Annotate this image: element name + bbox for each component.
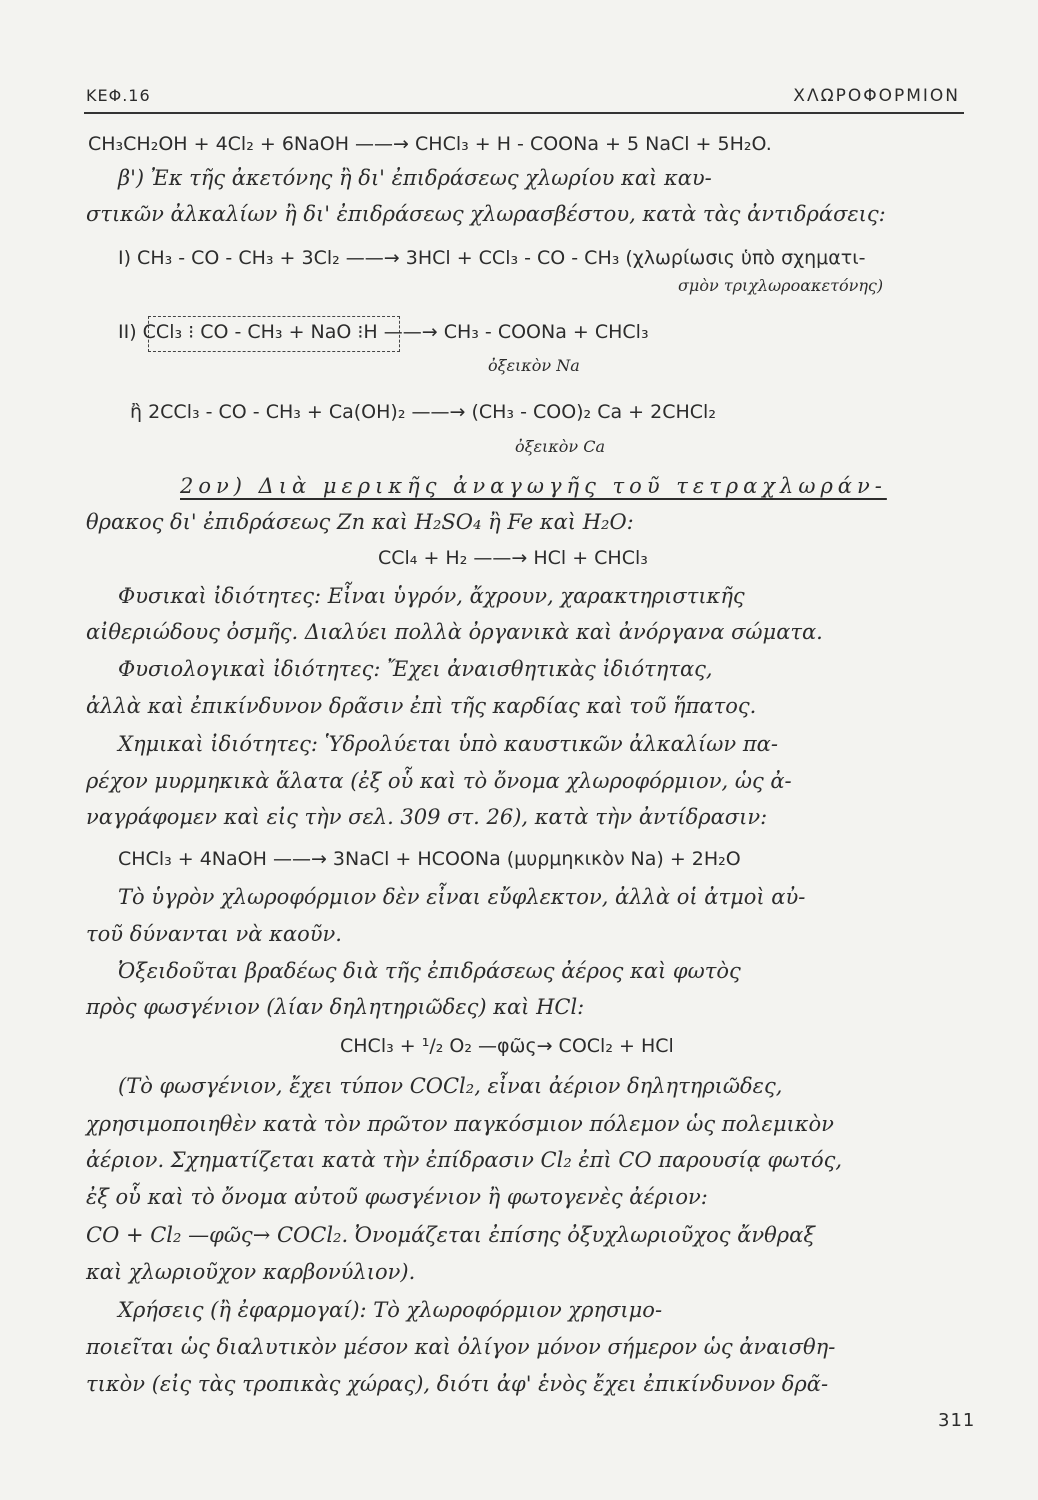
text-line: CO + Cl₂ —φῶς→ COCl₂. Ὀνομάζεται ἐπίσης ὀξυχλωριοῦχος ἄνθραξ: [86, 1223, 815, 1247]
text-line: CH₃CH₂OH + 4Cl₂ + 6NaOH ——→ CHCl₃ + H - COONa + 5 NaCl + 5H₂O.: [88, 133, 772, 155]
text-line: CHCl₃ + ¹/₂ O₂ —φῶς→ COCl₂ + HCl: [340, 1035, 674, 1057]
section-paragraph: Χημικαὶ ἰδιότητες: Ὑδρολύεται ὑπὸ καυστικῶν ἀλκαλίων πα-: [118, 732, 778, 756]
text-line: β') Ἐκ τῆς ἀκετόνης ἢ δι' ἐπιδράσεως χλωρίου καὶ καυ-: [118, 166, 712, 190]
text-line: ἀέριον. Σχηματίζεται κατὰ τὴν ἐπίδρασιν Cl₂ ἐπὶ CO παρουσίᾳ φωτός,: [86, 1148, 843, 1172]
chapter-label: ΚΕΦ.16: [86, 86, 151, 105]
page-title: ΧΛΩΡΟΦΟΡΜΙΟΝ: [793, 86, 960, 106]
text-line: πρὸς φωσγένιον (λίαν δηλητηριῶδες) καὶ HCl:: [86, 995, 585, 1019]
text-line: ναγράφομεν καὶ εἰς τὴν σελ. 309 στ. 26), κατὰ τὴν ἀντίδρασιν:: [86, 805, 768, 829]
text-line: αἰθεριώδους ὀσμῆς. Διαλύει πολλὰ ὀργανικὰ καὶ ἀνόργανα σώματα.: [86, 620, 823, 644]
text-line: ἀλλὰ καὶ ἐπικίνδυνον δρᾶσιν ἐπὶ τῆς καρδίας καὶ τοῦ ἥπατος.: [86, 694, 757, 718]
text-line: (Τὸ φωσγένιον, ἔχει τύπον COCl₂, εἶναι ἀέριον δηλητηριῶδες,: [118, 1074, 783, 1098]
section-paragraph: Φυσικαὶ ἰδιότητες: Εἶναι ὑγρόν, ἄχρουν, χαρακτηριστικῆς: [118, 584, 745, 608]
text-line: τικὸν (εἰς τὰς τροπικὰς χώρας), διότι ἀφ' ἑνὸς ἔχει ἐπικίνδυνον δρᾶ-: [86, 1372, 829, 1396]
text-line: στικῶν ἀλκαλίων ἢ δι' ἐπιδράσεως χλωρασβέστου, κατὰ τὰς ἀντιδράσεις:: [86, 202, 886, 226]
section-paragraph: Φυσιολογικαὶ ἰδιότητες: Ἔχει ἀναισθητικὰς ἰδιότητας,: [118, 657, 713, 681]
text-line: ἐξ οὗ καὶ τὸ ὄνομα αὐτοῦ φωσγένιον ἢ φωτογενὲς ἀέριον:: [86, 1185, 708, 1209]
text-line: ρέχον μυρμηκικὰ ἅλατα (ἐξ οὗ καὶ τὸ ὄνομα χλωροφόρμιον, ὡς ἀ-: [86, 769, 792, 793]
text-line: Τὸ ὑγρὸν χλωροφόρμιον δὲν εἶναι εὔφλεκτον, ἀλλὰ οἱ ἀτμοὶ αὐ-: [118, 885, 806, 909]
text-line: θρακος δι' ἐπιδράσεως Zn καὶ H₂SO₄ ἢ Fe καὶ H₂O:: [86, 510, 634, 534]
text-line: ἢ 2CCl₃ - CO - CH₃ + Ca(OH)₂ ——→ (CH₃ - COO)₂ Ca + 2CHCl₂: [130, 401, 716, 423]
text-line: ποιεῖται ὡς διαλυτικὸν μέσον καὶ ὀλίγον μόνον σήμερον ὡς ἀναισθη-: [86, 1335, 836, 1359]
text-line: σμὸν τριχλωροακετόνης): [678, 276, 884, 295]
section-heading: 2ον) Διὰ μερικῆς ἀναγωγῆς τοῦ τετραχλωράν-: [180, 474, 887, 498]
section-paragraph: Χρήσεις (ἢ ἐφαρμογαί): Τὸ χλωροφόρμιον χρησιμο-: [118, 1298, 663, 1322]
text-line: CHCl₃ + 4NaOH ——→ 3NaCl + HCOONa (μυρμηκικὸν Na) + 2H₂O: [118, 848, 741, 870]
text-line: I) CH₃ - CO - CH₃ + 3Cl₂ ——→ 3HCl + CCl₃ - CO - CH₃ (χλωρίωσις ὑπὸ σχηματι-: [118, 247, 866, 269]
text-line: CCl₄ + H₂ ——→ HCl + CHCl₃: [378, 547, 648, 569]
text-line: Ὀξειδοῦται βραδέως διὰ τῆς ἐπιδράσεως ἀέρος καὶ φωτὸς: [118, 959, 741, 983]
text-line: ὀξεικὸν Ca: [515, 437, 606, 456]
page-number: 311: [938, 1410, 976, 1431]
text-line: καὶ χλωριοῦχον καρβονύλιον).: [86, 1260, 416, 1284]
text-line: χρησιμοποιηθὲν κατὰ τὸν πρῶτον παγκόσμιον πόλεμον ὡς πολεμικὸν: [86, 1112, 834, 1136]
text-line: ὀξεικὸν Na: [488, 356, 580, 375]
text-line: II) CCl₃ ⁝ CO - CH₃ + NaO ⁝H ——→ CH₃ - COONa + CHCl₃: [118, 321, 649, 343]
text-line: τοῦ δύνανται νὰ καοῦν.: [86, 922, 342, 946]
